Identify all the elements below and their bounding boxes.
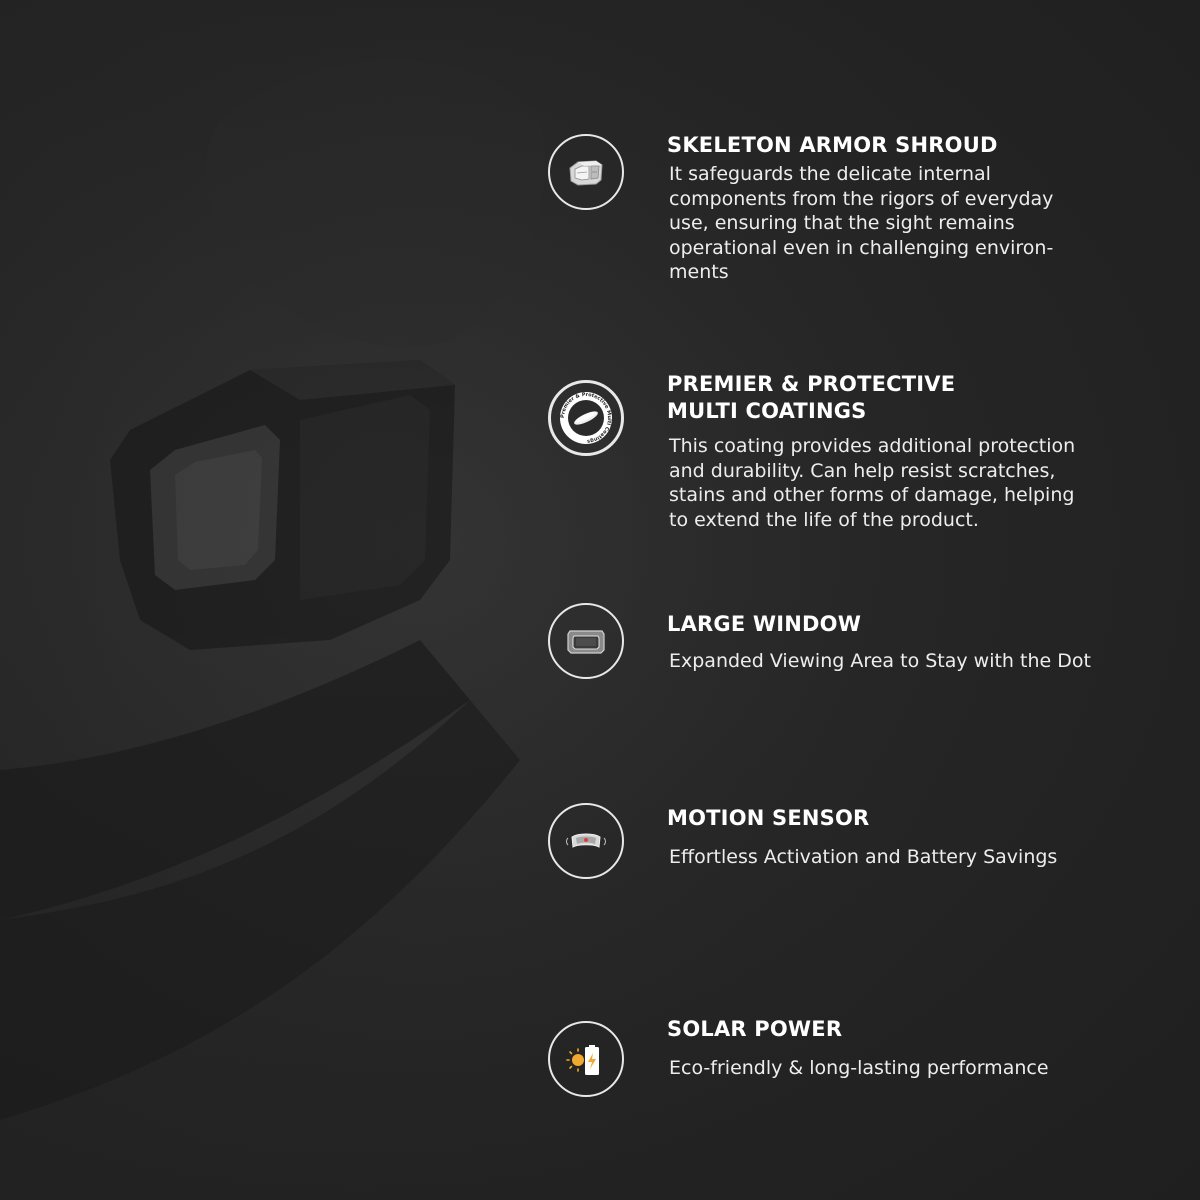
badge-arc-text: Premier & Protective Multi Coatings <box>559 391 613 445</box>
feature-description: It safeguards the delicate internal components from the rigors of everyday use, ensuring that the sight remains operational even in challenging environ-ments <box>669 163 1054 283</box>
feature-title: SKELETON ARMOR SHROUD <box>667 133 998 157</box>
motion-sensor-icon <box>548 803 624 879</box>
armor-shroud-icon <box>548 134 624 210</box>
solar-battery-icon <box>548 1021 624 1097</box>
feature-description: Eco-friendly & long-lasting performance <box>669 1057 1049 1079</box>
feature-description: This coating provides additional protection and durability. Can help resist scratches, stains and other forms of damage, helping to extend the life of the product. <box>669 435 1076 531</box>
feature-title: SOLAR POWER <box>667 1017 843 1041</box>
large-window-icon <box>548 603 624 679</box>
multi-coating-badge-icon <box>548 380 624 456</box>
feature-description: Expanded Viewing Area to Stay with the Dot <box>669 650 1091 672</box>
feature-title: PREMIER & PROTECTIVE MULTI COATINGS <box>667 372 956 423</box>
feature-title: MOTION SENSOR <box>667 806 870 830</box>
feature-title: LARGE WINDOW <box>667 612 862 636</box>
feature-description: Effortless Activation and Battery Savings <box>669 846 1058 868</box>
